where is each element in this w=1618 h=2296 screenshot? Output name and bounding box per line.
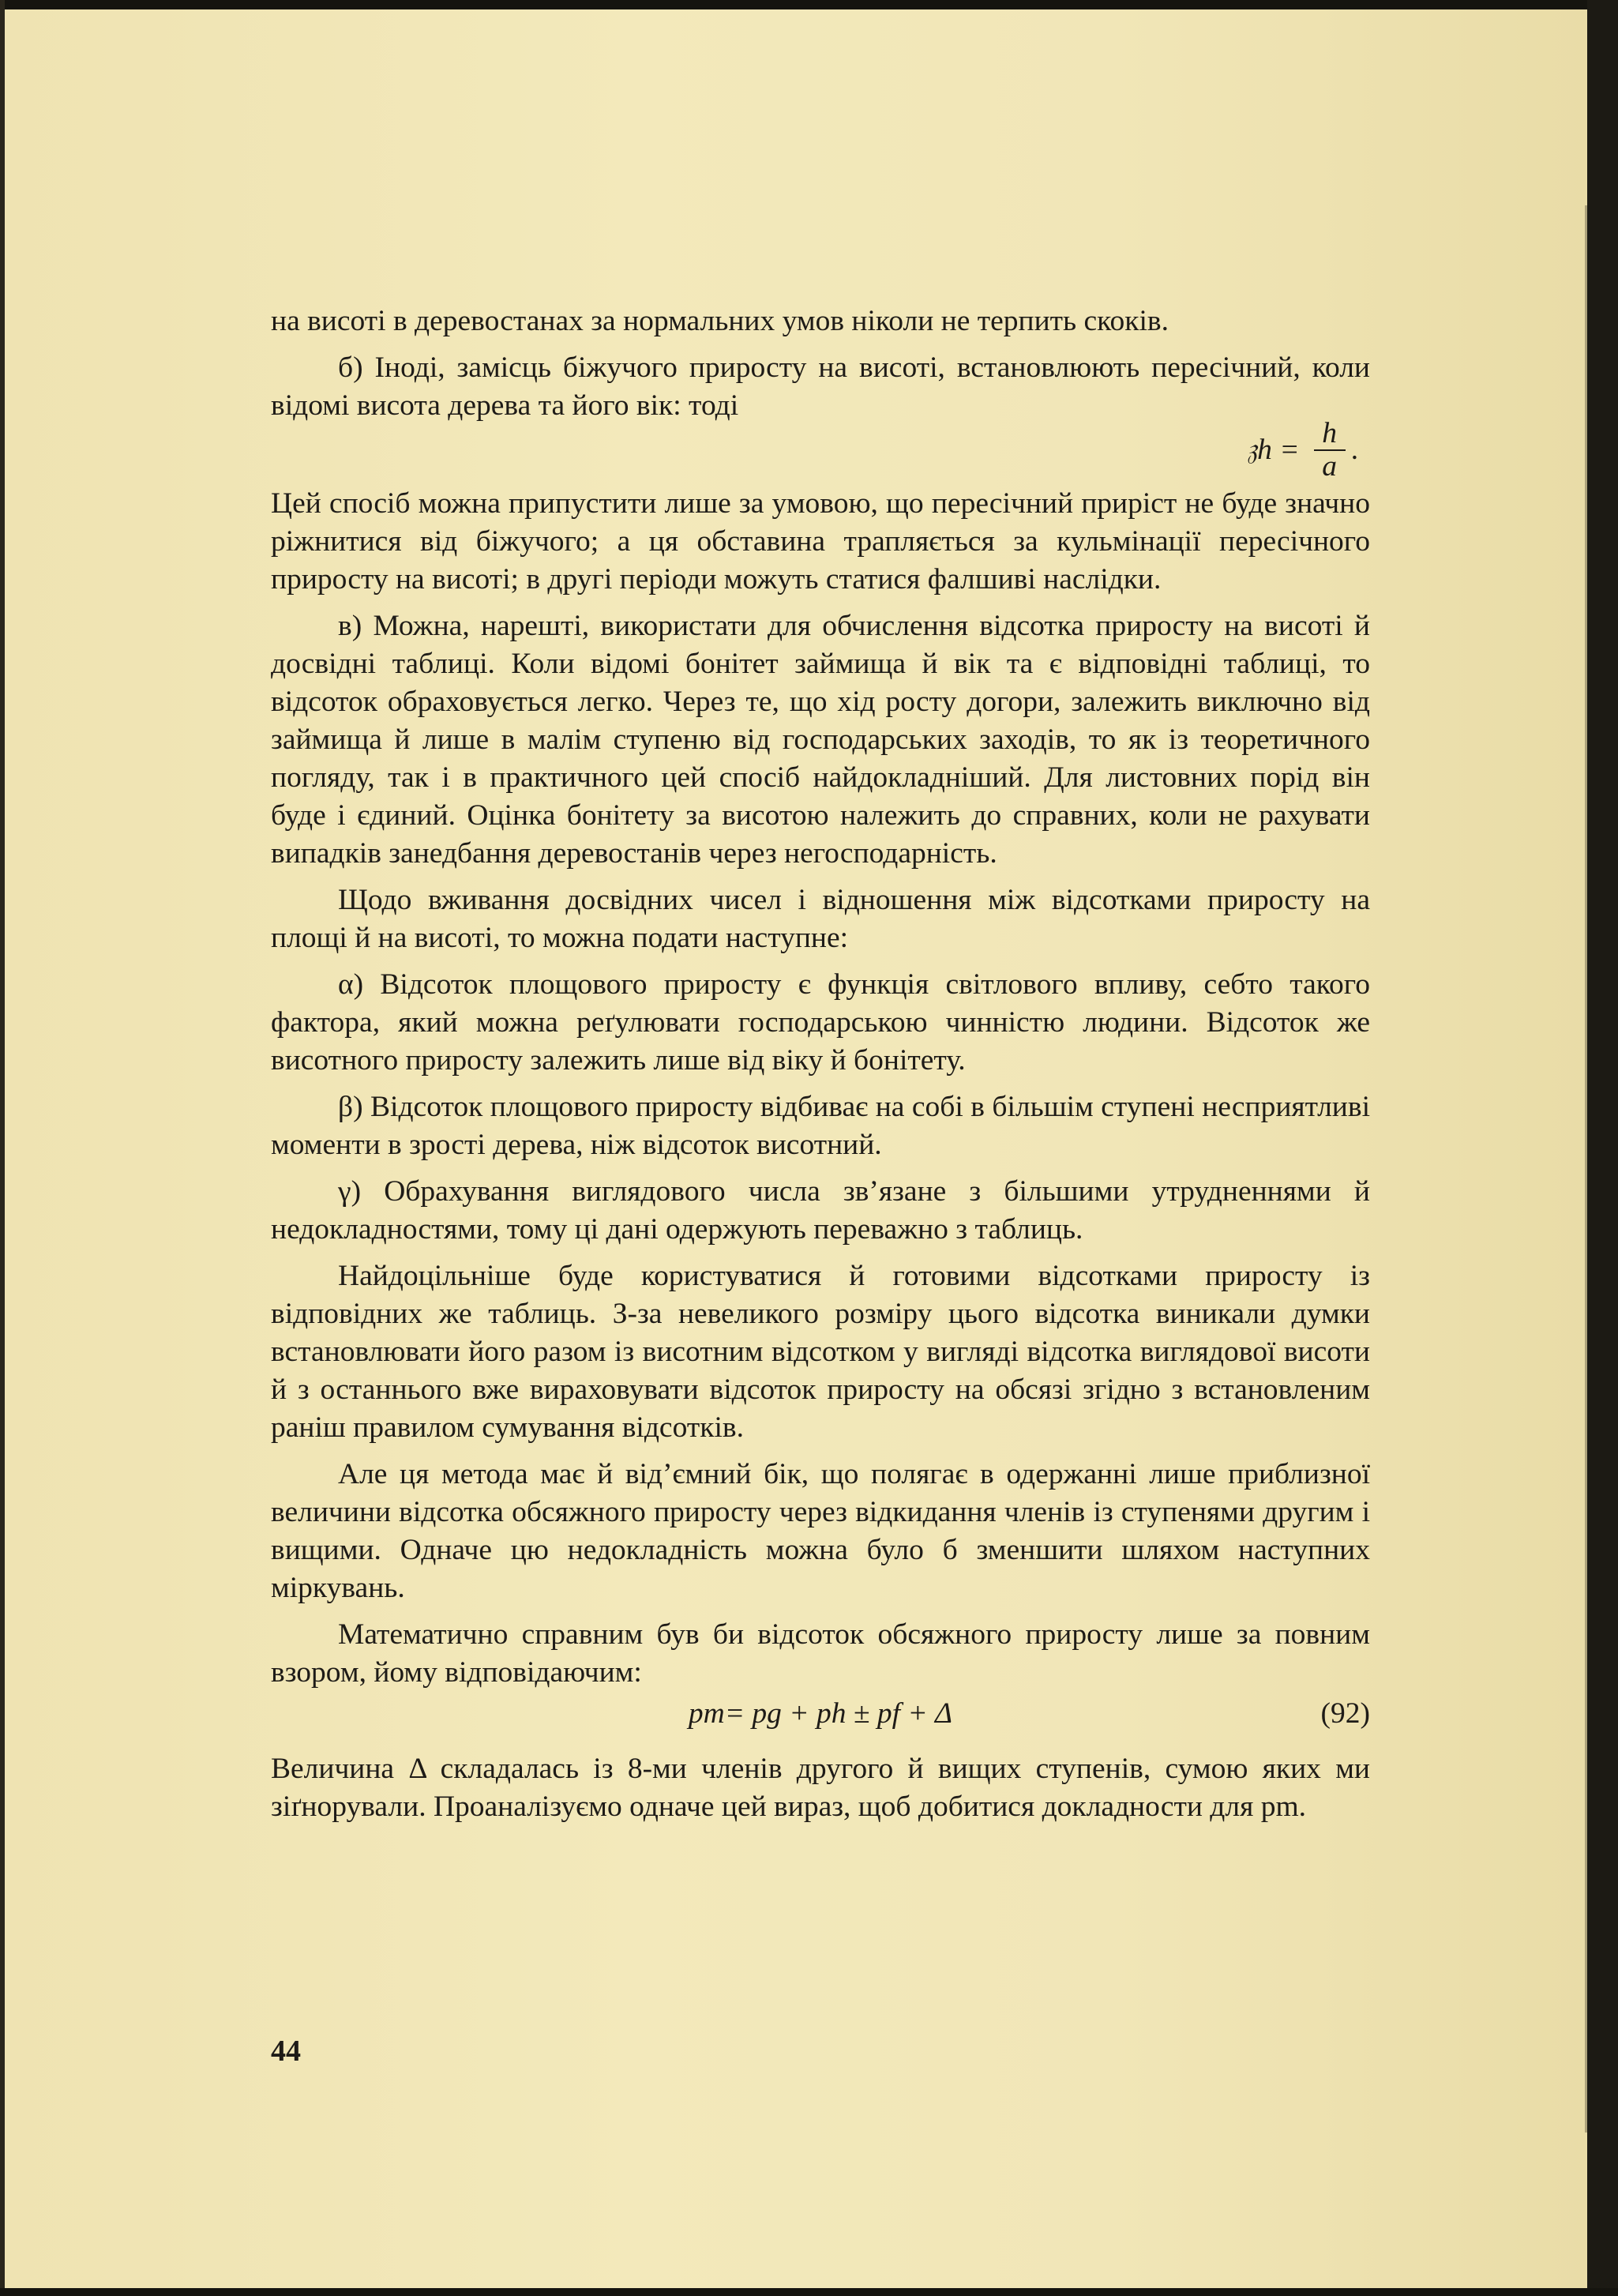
page-body bbox=[271, 303, 1370, 1835]
fraction bbox=[1314, 418, 1346, 483]
fraction-denominator: a bbox=[1322, 450, 1337, 483]
formula-trail: . bbox=[1351, 434, 1359, 466]
paragraph-full-formula-intro: Математично справним був би відсоток обсяжного приросту лише за повним взором, йому відповідаючим: bbox=[271, 1618, 1370, 1689]
paragraph-alpha: α) Відсоток площового приросту є функція світлового впливу, себто такого фактора, який можна реґулювати господарською чинністю людини. Відсоток же висотного приросту залежить лише від віку й бонітету. bbox=[271, 968, 1370, 1077]
paragraph-beta: β) Відсоток площового приросту відбиває на собі в більшім ступені несприятливі моменти в зрості дерева, ніж відсоток висотний. bbox=[271, 1091, 1370, 1161]
fraction-numerator: h bbox=[1322, 417, 1337, 449]
paragraph-gamma: γ) Обрахування виглядового числа зв’язане з більшими утрудненнями й недокладностями, тому ці дані одержують переважно з таблиць. bbox=[271, 1175, 1370, 1246]
paragraph-experience-tables: в) Можна, нарешті, використати для обчислення відсотка приросту на висоті й досвідні таблиці. Коли відомі бонітет займища й вік та є відповідні таблиці, то відсоток обраховується легко. Через те, що хід росту догори, залежить виключно від займища й лише в малім ступеню від господарських заходів, то як із теоретичного погляду, так і в практичного цей спосіб найдокладніший. Для листовних порід він буде і єдиний. Оцінка бонітету за висотою належить до справних, коли не рахувати випадків занедбання деревостанів через негосподарність. bbox=[271, 610, 1370, 870]
page-number: 44 bbox=[271, 2035, 301, 2068]
formula-expression: pm= pg + ph ± pf + Δ bbox=[688, 1697, 953, 1730]
paragraph-ready-percentages: Найдоцільніше буде користуватися й готовими відсотками приросту із відповідних же таблиць. З-за невеликого розміру цього відсотка виникали думки встановлювати його разом із висотним відсотком у вигляді відсотка виглядової висоти й з останнього вже вираховувати відсоток приросту на обсязі згідно з встановленим раніш правилом сумування відсотків. bbox=[271, 1260, 1370, 1444]
scan-border-right bbox=[1587, 0, 1618, 2296]
scan-border-top bbox=[0, 0, 1618, 9]
paragraph-method-drawback: Але ця метода має й від’ємний бік, що полягає в одержанні лише приблизної величини відсотка обсяжного приросту через відкидання членів із ступенями другим і вищими. Одначе цю недокладність можна було б зменшити шляхом наступних міркувань. bbox=[271, 1458, 1370, 1604]
paragraph-method-condition: Цей спосіб можна припустити лише за умовою, що пересічний приріст не буде значно ріжнитися від біжучого; а ця обставина трапляється за кульмінації пересічного приросту на висоті; в другі періоди можуть статися фалшиві наслідки. bbox=[271, 487, 1370, 596]
paragraph-continuation: на висоті в деревостанах за нормальних умов ніколи не терпить скоків. bbox=[271, 305, 1169, 337]
inline-fraction-formula bbox=[1247, 418, 1359, 483]
display-formula-92 bbox=[271, 1695, 1370, 1742]
paragraph-text: б) Іноді, замісць біжучого приросту на висоті, встановлюють пересічний, коли відомі висота дерева та його вік: тоді bbox=[271, 351, 1370, 422]
paragraph-average-increment bbox=[271, 349, 1370, 488]
paragraph-relation-intro: Щодо вживання досвідних чисел і відношення між відсотками приросту на площі й на висоті, то можна подати наступне: bbox=[271, 884, 1370, 954]
formula-number: (92) bbox=[1320, 1697, 1370, 1730]
paragraph-delta-analysis: Величина Δ складалась із 8-ми членів другого й вищих ступенів, сумою яких ми зіґнорували. Проаналізуємо одначе цей вираз, щоб добитися докладности для pm. bbox=[271, 1753, 1370, 1823]
formula-lhs: 𝔷h = bbox=[1246, 434, 1300, 466]
scan-border-bottom bbox=[0, 2288, 1618, 2296]
